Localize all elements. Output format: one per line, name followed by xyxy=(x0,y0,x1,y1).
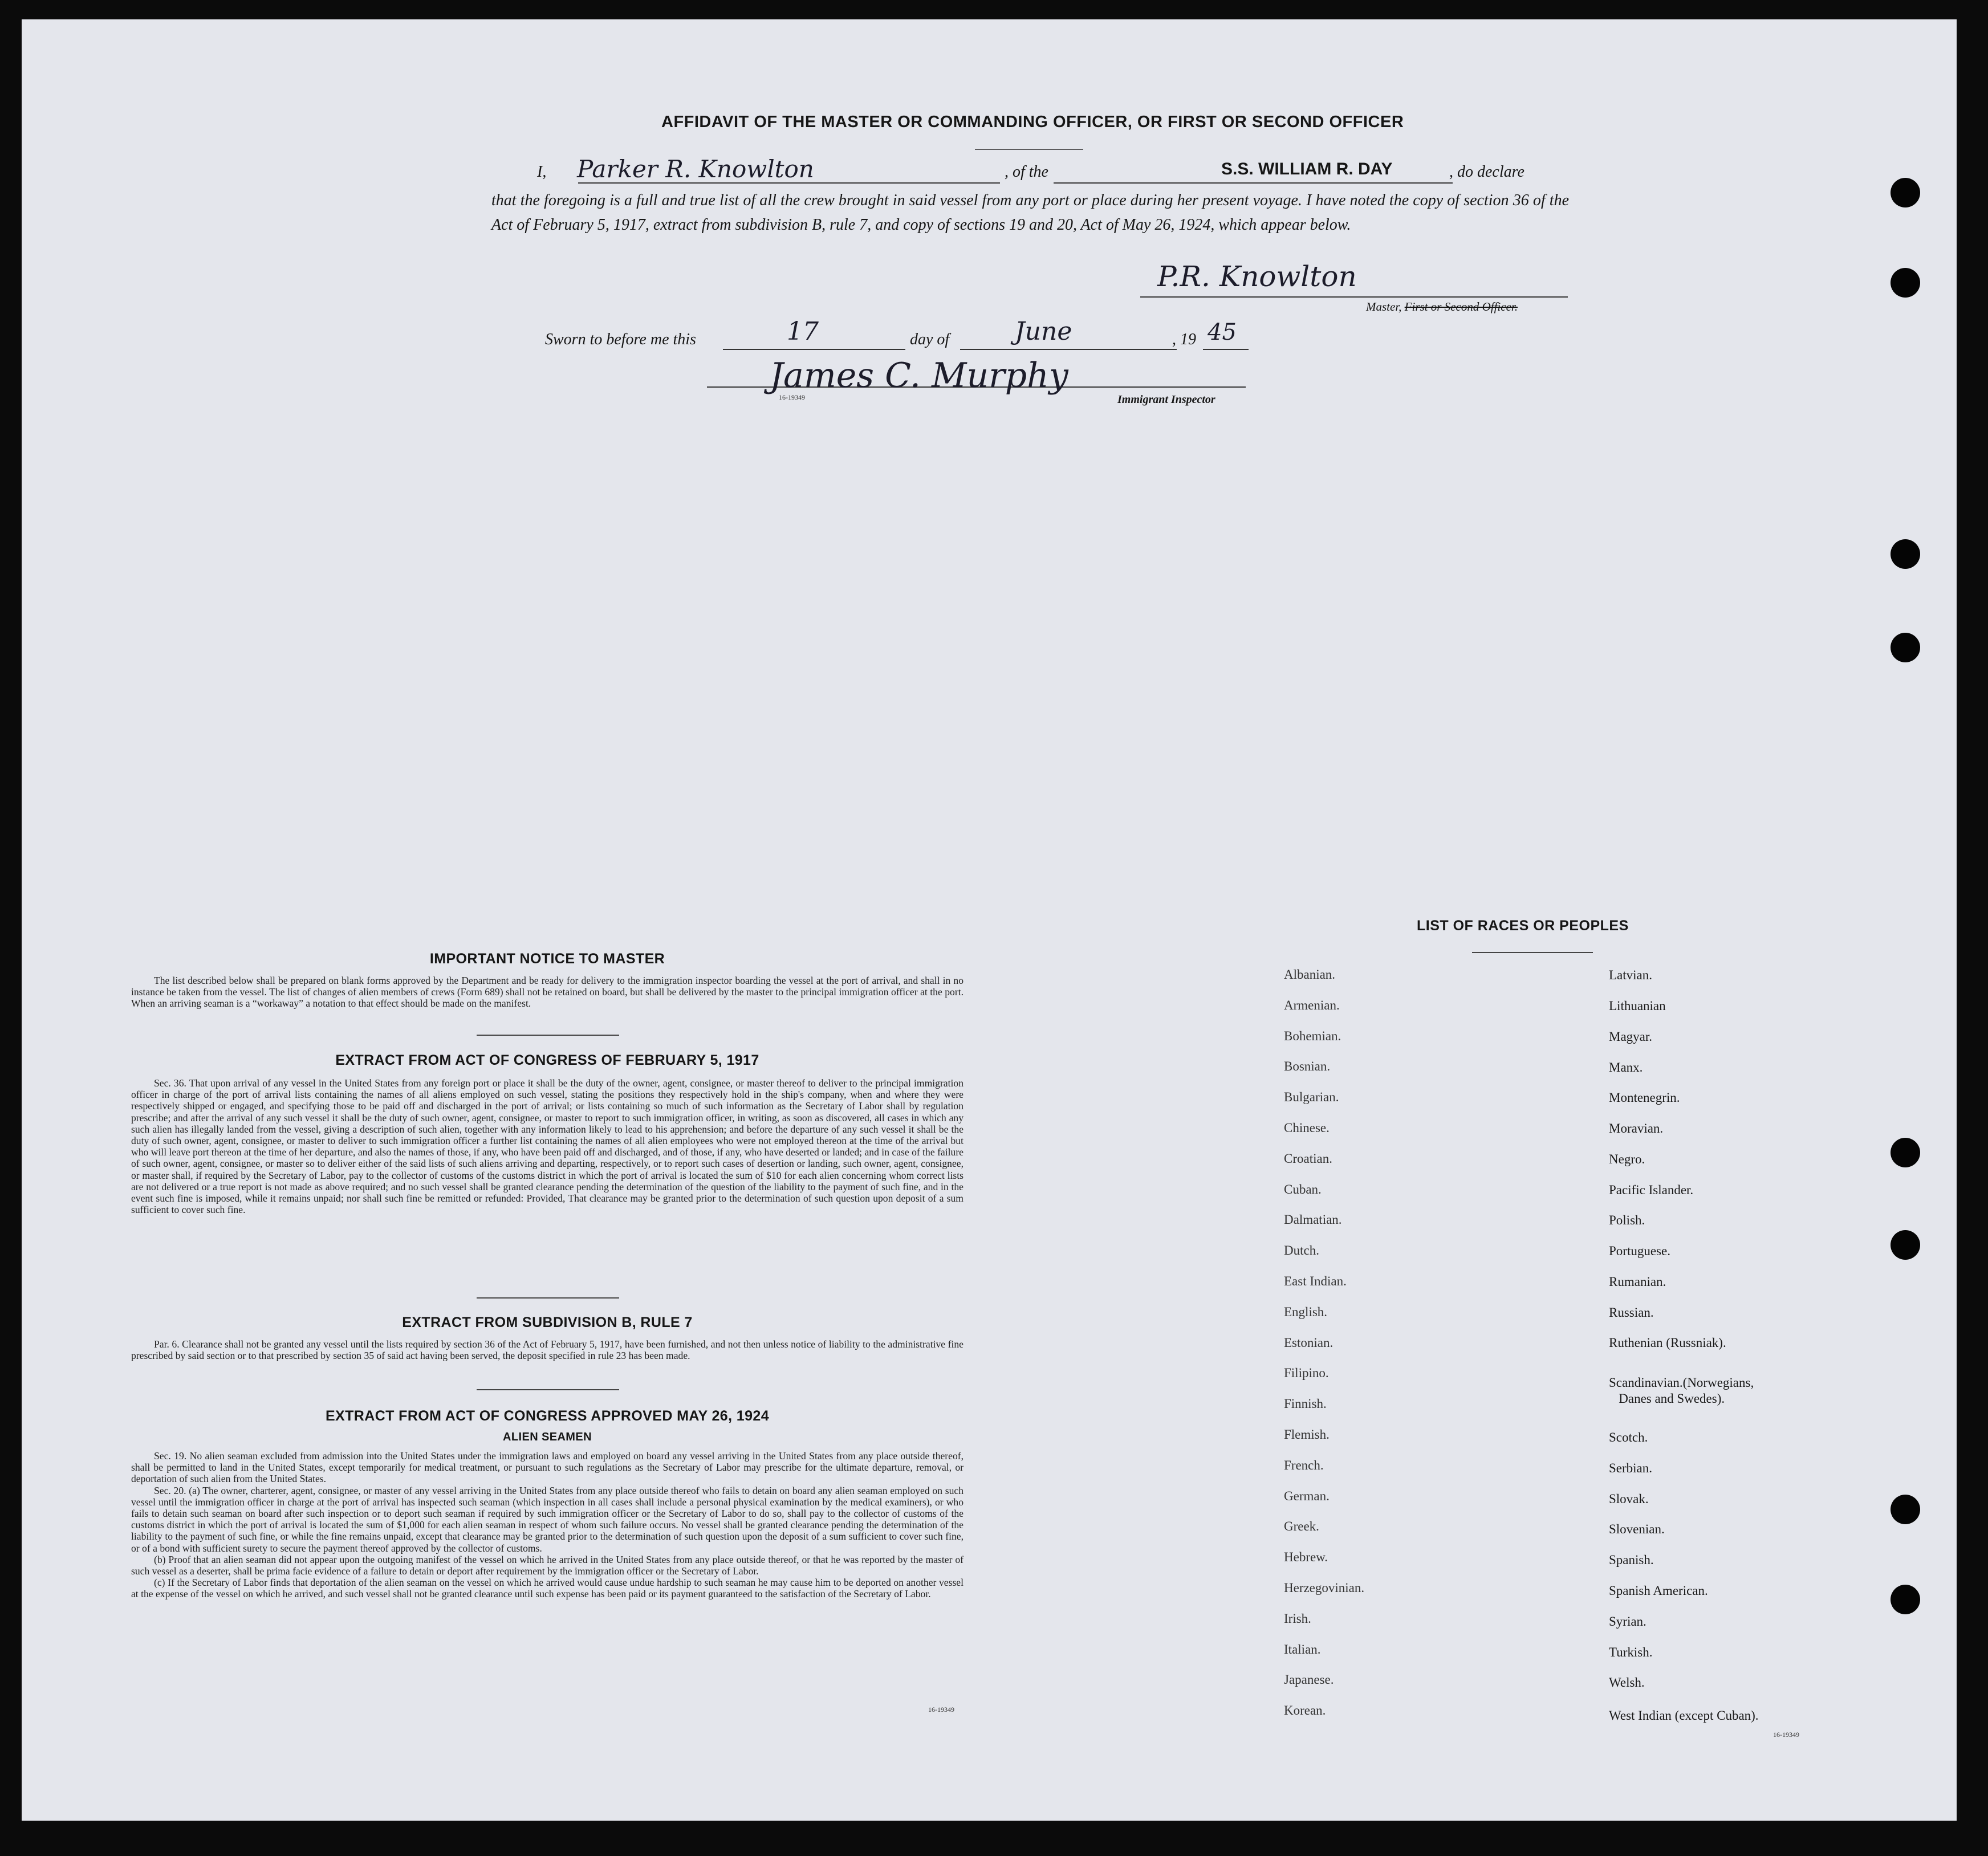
race-item: Scotch. xyxy=(1609,1430,1648,1444)
declarant-prefix: I, xyxy=(537,163,547,181)
race-item: Herzegovinian. xyxy=(1284,1581,1365,1595)
race-item: Japanese. xyxy=(1284,1672,1334,1687)
race-item: Chinese. xyxy=(1284,1121,1330,1135)
race-item: Albanian. xyxy=(1284,967,1336,982)
race-item: Portuguese. xyxy=(1609,1244,1670,1258)
extract-rule7-text xyxy=(131,1338,963,1361)
race-item: Russian. xyxy=(1609,1305,1654,1320)
race-item: Moravian. xyxy=(1609,1121,1664,1135)
punch-hole xyxy=(1891,1230,1920,1260)
sworn-label: Sworn to before me this xyxy=(545,331,696,348)
race-item: Greek. xyxy=(1284,1519,1319,1534)
separator xyxy=(477,1035,619,1036)
race-item: Slovak. xyxy=(1609,1492,1649,1506)
race-item: Slovenian. xyxy=(1609,1522,1665,1536)
sec-20c-paragraph: (c) If the Secretary of Labor finds that deportation of the alien seaman on the vessel on which he arrived would cause undue hardship to such seaman he may cause him to be deported on another vessel at the expense of the vessel on which he arrived, and such vessel shall not be granted clearance until such expense has been paid or its payment guaranteed to the satisfaction of the Secretary of Labor. xyxy=(131,1577,963,1600)
notice-text xyxy=(131,975,963,1010)
race-item: Korean. xyxy=(1284,1703,1326,1718)
race-item: Montenegrin. xyxy=(1609,1090,1680,1105)
extract-rule7-title: EXTRACT FROM SUBDIVISION B, RULE 7 xyxy=(402,1314,693,1330)
races-form-number: 16-19349 xyxy=(1773,1731,1799,1739)
punch-hole xyxy=(1891,1138,1920,1167)
race-item: Bosnian. xyxy=(1284,1059,1331,1074)
separator xyxy=(477,1389,619,1390)
race-item: Pacific Islander. xyxy=(1609,1183,1694,1197)
sec-19-paragraph: Sec. 19. No alien seaman excluded from admission into the United States under the immigration laws and employed on board any vessel arriving in the United States from any place outside thereof, shall be permitted to land in the United States, except temporarily for medical treatment, or pursuant to such regulations as the Secretary of Labor may prescribe for the ultimate departure, removal, or deportation of such alien from the United States. xyxy=(131,1450,963,1485)
race-item: Flemish. xyxy=(1284,1427,1330,1442)
punch-hole xyxy=(1891,268,1920,298)
of-the-label: , of the xyxy=(1005,163,1048,181)
race-item: Spanish. xyxy=(1609,1553,1654,1567)
race-item: Dutch. xyxy=(1284,1243,1319,1258)
signature-line xyxy=(1140,296,1568,298)
race-item: Croatian. xyxy=(1284,1151,1332,1166)
race-item: Finnish. xyxy=(1284,1397,1327,1411)
race-item: Armenian. xyxy=(1284,998,1340,1012)
race-item: Lithuanian xyxy=(1609,999,1666,1013)
race-item: Filipino. xyxy=(1284,1366,1329,1381)
notices-form-number: 16-19349 xyxy=(928,1706,954,1713)
race-item: Manx. xyxy=(1609,1060,1643,1074)
master-signature: P.R. Knowlton xyxy=(1157,260,1357,293)
race-item: Ruthenian (Russniak). xyxy=(1609,1336,1726,1350)
separator xyxy=(1472,952,1593,953)
race-item: West Indian (except Cuban). xyxy=(1609,1708,1759,1723)
separator xyxy=(477,1297,619,1299)
race-item: Cuban. xyxy=(1284,1182,1322,1196)
race-item: Syrian. xyxy=(1609,1614,1646,1629)
race-item: German. xyxy=(1284,1488,1330,1503)
extract-1924-title: EXTRACT FROM ACT OF CONGRESS APPROVED MAY 26, 1924 xyxy=(325,1408,770,1424)
race-item: Irish. xyxy=(1284,1611,1311,1626)
sworn-year-handwritten: 45 xyxy=(1208,319,1237,345)
race-item: Spanish American. xyxy=(1609,1584,1708,1598)
punch-hole xyxy=(1891,178,1920,207)
vessel-name: S.S. WILLIAM R. DAY xyxy=(1221,160,1393,178)
sec-20a-paragraph: Sec. 20. (a) The owner, charterer, agent, consignee, or master of any vessel arriving in the United States from any place outside thereof who fails to detain on board any alien seaman employed on such vessel until the immigration officer in charge at the port of arrival has inspected such seaman (which inspection in all cases shall include a personal physical examination by the medical examiners), or who fails to detain such seaman on board after such inspection or to deport such seaman if required by such immigration officer or the Secretary of Labor to do so, shall pay to the collector of customs of the customs district in which the port of arrival is located the sum of $1,000 for each alien seaman in respect of whom such failure occurs. No vessel shall be granted clearance pending the determination of the liability to the payment of such fine, or while the fine remains unpaid, except that clearance may be granted prior to the determination of such question upon the deposit of a sum sufficient to cover such fine, or of a bond with sufficient surety to secure the payment thereof approved by the collector of customs. xyxy=(131,1484,963,1554)
race-item: Turkish. xyxy=(1609,1645,1653,1659)
inspector-title: Immigrant Inspector xyxy=(1117,393,1215,406)
extract-rule7-paragraph: Par. 6. Clearance shall not be granted any vessel until the lists required by section 36 of the Act of February 5, 1917, have been furnished, and not then unless notice of liability to the administrative fine prescribed by said section or to that prescribed by section 35 of said act having been served, the deposit specified in rule 23 has been made. xyxy=(131,1338,963,1362)
caption-struck-officer: First or Second Officer. xyxy=(1404,300,1518,314)
race-item: Serbian. xyxy=(1609,1461,1653,1475)
punch-hole xyxy=(1891,1585,1920,1614)
affidavit-body: that the foregoing is a full and true list of all the crew brought in said vessel from any port or place during her present voyage. I have noted the copy of section 36 of the Act of February 5, 1917, extract from subdivision B, rule 7, and copy of sections 19 and 20, Act of May 26, 1924, which appear below. xyxy=(491,192,1569,234)
notice-paragraph: The list described below shall be prepared on blank forms approved by the Department and be ready for delivery to the immigration inspector boarding the vessel at the port of arrival, and shall in no instance be taken from the vessel. The list of changes of alien members of crews (Form 689) shall not be retained on board, but shall be delivered by the master to the principal immigration officer at the port. When an arriving seaman is a “workaway” a notation to that effect should be made on the manifest. xyxy=(131,975,963,1010)
punch-hole xyxy=(1891,633,1920,662)
affidavit-form-number: 16-19349 xyxy=(779,393,805,401)
extract-1917-text xyxy=(131,1077,963,1215)
fold-mark xyxy=(975,149,1083,150)
race-item: Welsh. xyxy=(1609,1675,1645,1690)
race-item: English. xyxy=(1284,1304,1328,1319)
sworn-day-handwritten: 17 xyxy=(787,317,819,346)
race-item: French. xyxy=(1284,1458,1324,1472)
month-underline xyxy=(960,349,1177,350)
extract-1917-title: EXTRACT FROM ACT OF CONGRESS OF FEBRUARY 5, 1917 xyxy=(335,1052,759,1068)
race-item: Latvian. xyxy=(1609,968,1652,982)
year-prefix: , 19 xyxy=(1172,331,1196,348)
races-title: LIST OF RACES OR PEOPLES xyxy=(1417,918,1629,934)
race-item: Scandinavian.(Norwegians, Danes and Swedes). xyxy=(1609,1375,1754,1406)
race-item: Polish. xyxy=(1609,1213,1645,1227)
race-item: Dalmatian. xyxy=(1284,1212,1342,1227)
sworn-month-handwritten: June xyxy=(1015,317,1072,346)
punch-hole xyxy=(1891,1495,1920,1524)
vessel-underline xyxy=(1054,182,1453,184)
inspector-signature: James C. Murphy xyxy=(770,356,1068,396)
name-underline xyxy=(578,182,1000,184)
do-declare-label: , do declare xyxy=(1449,163,1524,181)
day-underline xyxy=(723,349,905,350)
race-item: East Indian. xyxy=(1284,1274,1347,1288)
master-name-handwritten: Parker R. Knowlton xyxy=(577,155,814,183)
signature-caption xyxy=(1366,300,1518,314)
race-item: Rumanian. xyxy=(1609,1275,1666,1289)
notice-title: IMPORTANT NOTICE TO MASTER xyxy=(429,951,665,967)
race-item: Bohemian. xyxy=(1284,1028,1341,1043)
year-underline xyxy=(1203,349,1249,350)
race-item: Italian. xyxy=(1284,1642,1321,1656)
extract-1924-subtitle: ALIEN SEAMEN xyxy=(503,1431,592,1443)
race-item: Negro. xyxy=(1609,1152,1645,1166)
sec-20b-paragraph: (b) Proof that an alien seaman did not appear upon the outgoing manifest of the vessel on which he arrived in the United States from any place outside thereof, or that he was reported by the master of such vessel as a deserter, shall be prima facie evidence of a failure to detain or deport after requirement by the immigration officer or the Secretary of Labor. xyxy=(131,1553,963,1577)
extract-1924-text xyxy=(131,1450,963,1600)
affidavit-title: AFFIDAVIT OF THE MASTER OR COMMANDING OFFICER, OR FIRST OR SECOND OFFICER xyxy=(661,113,1404,131)
day-of-label: day of xyxy=(910,331,950,348)
punch-hole xyxy=(1891,539,1920,569)
caption-master: Master, xyxy=(1366,300,1402,314)
race-item: Bulgarian. xyxy=(1284,1090,1339,1105)
race-item: Estonian. xyxy=(1284,1335,1334,1350)
race-item: Magyar. xyxy=(1609,1029,1653,1044)
extract-1917-paragraph: Sec. 36. That upon arrival of any vessel in the United States from any foreign port or place it shall be the duty of the owner, agent, consignee, or master thereof to deliver to the principal immigration officer in charge of the port of arrival lists containing the names of all aliens employed on such vessel, stating the positions they respectively hold in the ship's company, when and where they were respectively shipped or engaged, and specifying those to be paid off and discharged in the port of arrival; or lists containing so much of such information as the Secretary of Labor shall by regulation prescribe; and after the arrival of any such vessel it shall be the duty of such owner, agent, consignee, or master to report to such immigration officer, in writing, as soon as discovered, all cases in which any such alien has illegally landed from the vessel, giving a description of such alien, together with any information likely to lead to his apprehension; and before the departure of any such vessel it shall be the duty of such owner, agent, consignee, or master to deliver to such immigration officer a further list containing the names of all alien employees who were not employed thereon at the time of the arrival but who will leave port thereon at the time of her departure, and also the names of those, if any, who have been paid off and discharged, and of those, if any, who have deserted or landed; and in case of the failure of such owner, agent, consignee, or master so to deliver either of the said lists of such aliens arriving and departing, respectively, or to report such cases of desertion or landing, such owner, agent, consignee, or master shall, if required by the Secretary of Labor, pay to the collector of customs of the customs district in which the port of arrival is located the sum of $10 for each alien concerning whom correct lists are not delivered or a true report is not made as above required; and no such vessel shall be granted clearance pending the determination of the question of the liability to the payment of such fine, and in the event such fine is imposed, while it remains unpaid; nor shall such fine be remitted or refunded: Provided, That clearance may be granted prior to the determination of such question upon deposit of a sum sufficient to cover such fine. xyxy=(131,1077,963,1216)
race-item: Hebrew. xyxy=(1284,1550,1328,1565)
